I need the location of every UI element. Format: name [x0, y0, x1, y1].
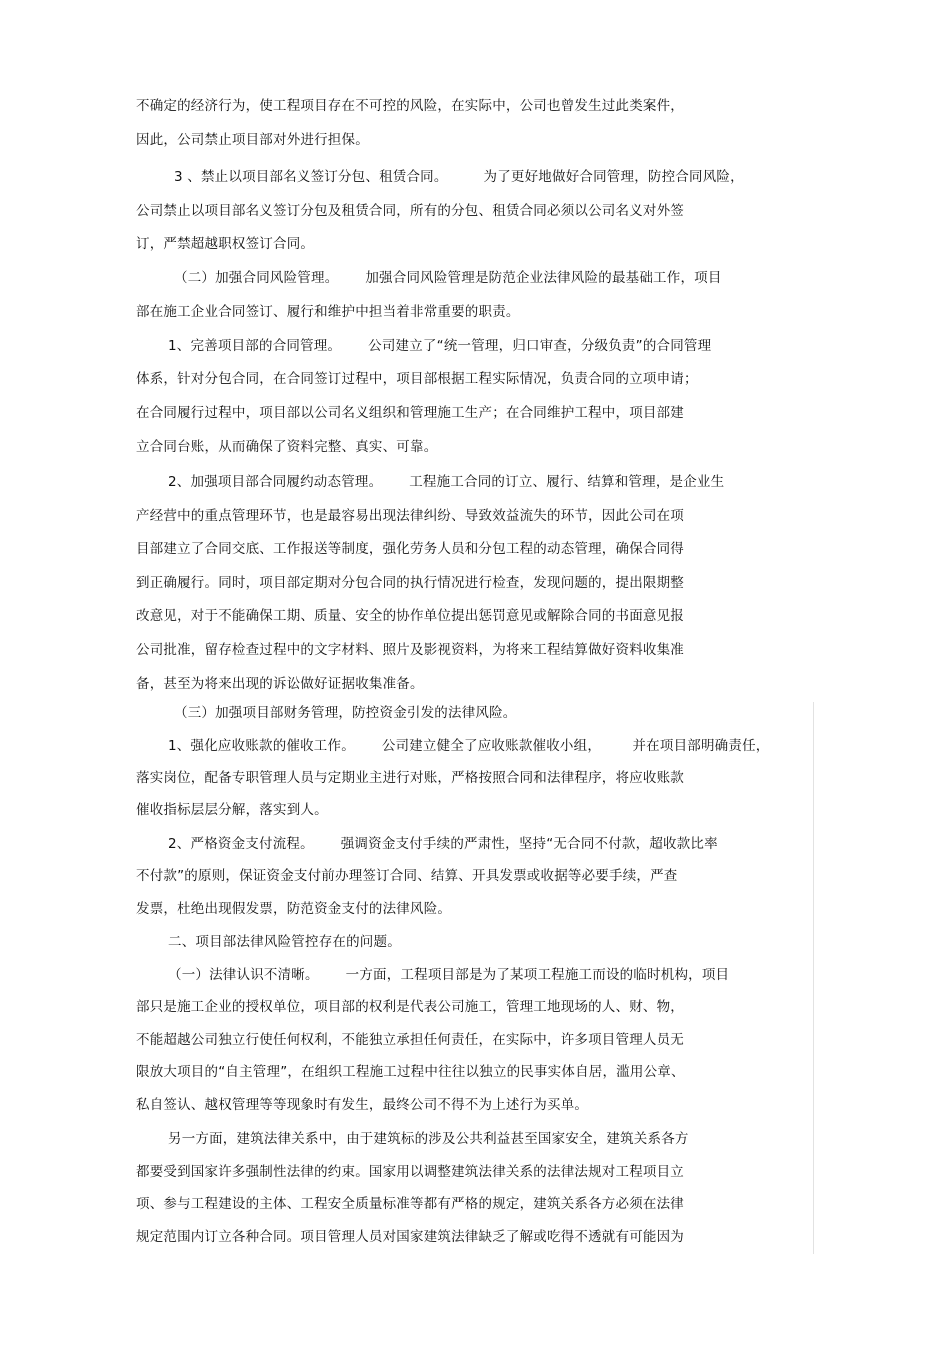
- text-line: 都要受到国家许多强制性法律的约束。国家用以调整建筑法律关系的法律法规对工程项目立: [136, 1164, 684, 1180]
- text-line: 项、参与工程建设的主体、工程安全质量标准等都有严格的规定，建筑关系各方必须在法律: [136, 1196, 684, 1212]
- text-line: 催收指标层层分解，落实到人。: [136, 802, 328, 818]
- text-line: 落实岗位，配备专职管理人员与定期业主进行对账，严格按照合同和法律程序，将应收账款: [136, 770, 684, 786]
- text-line: 部只是施工企业的授权单位，项目部的权利是代表公司施工，管理工地现场的人、财、物，: [136, 999, 684, 1015]
- text-line: 因此，公司禁止项目部对外进行担保。: [136, 132, 369, 148]
- text-line: 1、完善项目部的合同管理。 公司建立了“统一管理，归口审查，分级负责”的合同管理: [168, 338, 712, 354]
- text-line: 产经营中的重点管理环节，也是最容易出现法律纠纷、导致效益流失的环节，因此公司在项: [136, 508, 684, 524]
- text-line: 2、严格资金支付流程。 强调资金支付手续的严肃性，坚持“无合同不付款，超收款比率: [168, 836, 718, 852]
- text-line: 到正确履行。同时，项目部定期对分包合同的执行情况进行检查，发现问题的，提出限期整: [136, 575, 684, 591]
- text-line: 立合同台账，从而确保了资料完整、真实、可靠。: [136, 439, 438, 455]
- text-line: 目部建立了合同交底、工作报送等制度，强化劳务人员和分包工程的动态管理，确保合同得: [136, 541, 684, 557]
- text-line: 不付款”的原则，保证资金支付前办理签订合同、结算、开具发票或收据等必要手续，严查: [136, 868, 678, 884]
- text-line: （一）法律认识不清晰。 一方面，工程项目部是为了某项工程施工而设的临时机构，项目: [168, 967, 730, 983]
- text-line: （二）加强合同风险管理。 加强合同风险管理是防范企业法律风险的最基础工作，项目: [174, 270, 722, 286]
- text-line: 不确定的经济行为，使工程项目存在不可控的风险，在实际中，公司也曾发生过此类案件，: [136, 98, 684, 114]
- text-line: 3 、禁止以项目部名义签订分包、租赁合同。 为了更好地做好合同管理，防控合同风险，: [174, 169, 744, 185]
- text-line: 订，严禁超越职权签订合同。: [136, 236, 315, 252]
- text-line: 改意见，对于不能确保工期、质量、安全的协作单位提出惩罚意见或解除合同的书面意见报: [136, 608, 684, 624]
- text-line: 1、强化应收账款的催收工作。 公司建立健全了应收账款催收小组， 并在项目部明确责任，: [168, 738, 770, 754]
- text-line: 另一方面，建筑法律关系中，由于建筑标的涉及公共利益甚至国家安全，建筑关系各方: [168, 1131, 689, 1147]
- text-line: 规定范围内订立各种合同。项目管理人员对国家建筑法律缺乏了解或吃得不透就有可能因为: [136, 1229, 684, 1245]
- text-line: 私自签认、越权管理等等现象时有发生，最终公司不得不为上述行为买单。: [136, 1097, 589, 1113]
- text-line: 公司禁止以项目部名义签订分包及租赁合同，所有的分包、租赁合同必须以公司名义对外签: [136, 203, 684, 219]
- text-line: 在合同履行过程中，项目部以公司名义组织和管理施工生产；在合同维护工程中，项目部建: [136, 405, 684, 421]
- section-heading: 二、项目部法律风险管控存在的问题。: [168, 934, 401, 950]
- margin-rule: [813, 702, 814, 1254]
- text-line: 2、加强项目部合同履约动态管理。 工程施工合同的订立、履行、结算和管理，是企业生: [168, 474, 725, 490]
- text-line: 备，甚至为将来出现的诉讼做好证据收集准备。: [136, 676, 424, 692]
- text-line: 公司批准，留存检查过程中的文字材料、照片及影视资料，为将来工程结算做好资料收集准: [136, 642, 684, 658]
- text-line: 部在施工企业合同签订、履行和维护中担当着非常重要的职责。: [136, 304, 520, 320]
- text-line: 体系，针对分包合同，在合同签订过程中，项目部根据工程实际情况，负责合同的立项申请；: [136, 371, 698, 387]
- text-line: 不能超越公司独立行使任何权利，不能独立承担任何责任，在实际中，许多项目管理人员无: [136, 1032, 684, 1048]
- text-line: 发票，杜绝出现假发票，防范资金支付的法律风险。: [136, 901, 452, 917]
- text-line: （三）加强项目部财务管理，防控资金引发的法律风险。: [174, 705, 517, 721]
- text-line: 限放大项目的“自主管理”，在组织工程施工过程中往往以独立的民事实体自居，滥用公章、: [136, 1064, 685, 1080]
